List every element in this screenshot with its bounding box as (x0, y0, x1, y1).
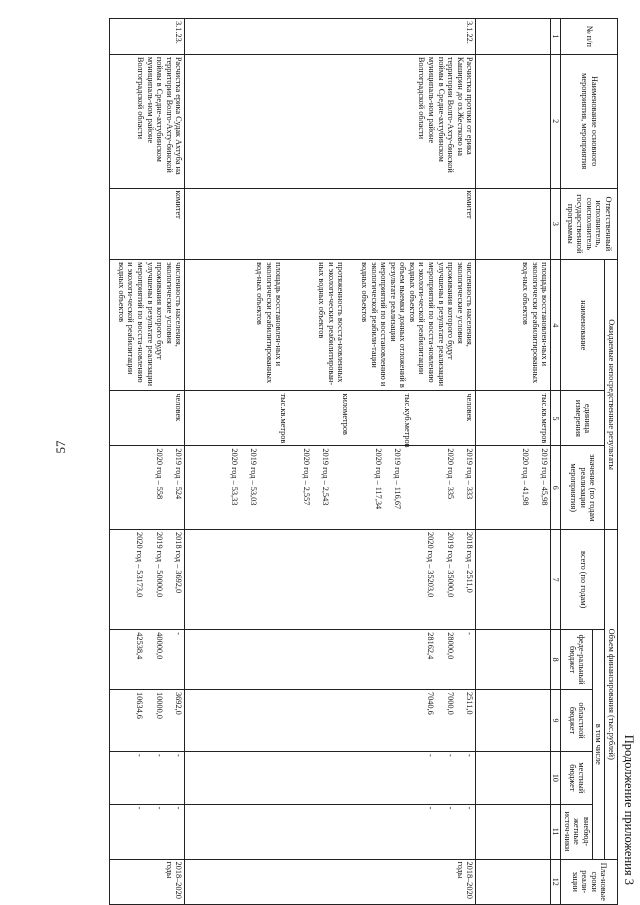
period: 2018–2020 годы (185, 859, 476, 904)
regional-value: 2511,0 (465, 691, 475, 715)
local-value: - (445, 754, 455, 757)
local-cell (185, 752, 476, 805)
result-value: 2019 год – 2,543 (321, 448, 331, 506)
federal-value: - (465, 632, 475, 636)
result-units-cell (476, 391, 551, 446)
result-name: объем выемки донных отложений в результате реализации мероприятий по восстановлению и экологической реабили-тации водных объектов (360, 262, 408, 388)
result-value-block (340, 448, 402, 527)
result-unit: человек (465, 393, 475, 422)
header-res-unit: единица измерения (561, 391, 605, 446)
total-value: 2019 год – 50000,0 (154, 532, 164, 598)
column-number: 2 (551, 54, 561, 188)
result-name: протяженность восста-новленных и экологи-ческих реабилитирован-ных водных объектов (317, 262, 346, 386)
result-name: площадь восстановлен-ных и экологически реабилитированных вод-ных объектов (255, 262, 284, 384)
result-values-cell (185, 446, 476, 530)
total-cell (476, 530, 551, 630)
result-value-block (268, 448, 330, 527)
header-local: местный бюджет (561, 752, 593, 805)
federal-cell (110, 630, 185, 690)
result-name: численность населения, экологические условия проживания которого будут улучшены в результате реализации мероприятий по восста-новлению и экологи-ческой реабилитации водных объектов (407, 262, 475, 387)
column-number-row (551, 19, 561, 905)
column-number: 12 (551, 859, 561, 904)
regional-cell (185, 689, 476, 751)
table-row (185, 19, 476, 905)
column-number: 10 (551, 752, 561, 805)
result-value: 2019 год – 524 (174, 448, 184, 500)
header-incl: в том числе (592, 630, 605, 859)
extra-cell (185, 804, 476, 859)
table-row (476, 19, 551, 905)
header-executor: Ответственный исполнитель, соисполнитель государственной программы (561, 188, 618, 260)
executor (476, 188, 551, 260)
result-unit: тыс.куб.метров (403, 393, 413, 448)
extra-cell (476, 804, 551, 859)
extra-value: - (174, 806, 184, 810)
column-number: 1 (551, 19, 561, 55)
header-results-group: Ожидаемые непосредственные результаты (605, 260, 618, 530)
regional-value: 3692,0 (174, 691, 184, 715)
result-values-cell (476, 446, 551, 530)
total-value: 2018 год – 2511,0 (465, 532, 475, 593)
total-cell (185, 530, 476, 630)
header-num: № п/п (561, 19, 618, 55)
header-funding-group: Объем финансирования (тыс.рублей) (605, 530, 618, 860)
result-value: 2020 год – 558 (154, 448, 164, 500)
row-number (476, 19, 551, 55)
local-value: - (174, 754, 184, 757)
result-unit: тыс.кв.метров (279, 393, 289, 444)
regional-cell (476, 689, 551, 751)
result-value-block (412, 448, 474, 527)
federal-value: 40000,0 (154, 632, 164, 660)
header-federal: феде-ральный бюджет (561, 630, 593, 690)
federal-value: 28162,4 (426, 632, 436, 660)
period (476, 859, 551, 904)
header-extra: внебюд-жетные источ-ники (561, 804, 593, 859)
column-number: 7 (551, 530, 561, 630)
header-res-value: значение (по годам реализации мероприятия) (561, 446, 605, 530)
local-value: - (426, 754, 436, 757)
extra-value: - (135, 806, 145, 810)
result-name: площадь восстановлен-ных и экологически реабилитированных вод-ных объектов (521, 262, 550, 384)
header-total: всего (по годам) (561, 530, 605, 630)
column-number: 3 (551, 188, 561, 260)
result-names-cell (185, 260, 476, 391)
regional-value: 10000,0 (154, 691, 164, 719)
local-value: - (465, 754, 475, 757)
result-value: 2019 год – 45,98 (540, 448, 550, 506)
regional-value: 10634,6 (135, 691, 145, 719)
header-res-name: наименование (561, 260, 605, 391)
result-unit: тыс.кв.метров (540, 393, 550, 444)
continuation-title: Продолжение приложения 3 (622, 734, 636, 885)
federal-cell (185, 630, 476, 690)
result-value: 2020 год – 53,33 (229, 448, 239, 506)
column-number: 8 (551, 630, 561, 690)
local-cell (476, 752, 551, 805)
federal-cell (476, 630, 551, 690)
header-name: Наименование основного мероприятия, мероприятия (561, 54, 618, 188)
row-number: 3.1.23. (110, 19, 185, 55)
extra-cell (110, 804, 185, 859)
extra-value: - (426, 806, 436, 810)
page-number: 57 (53, 440, 68, 454)
total-value: 2020 год – 35203,0 (426, 532, 436, 598)
total-cell (110, 530, 185, 630)
column-number: 5 (551, 391, 561, 446)
result-value: 2019 год – 333 (465, 448, 475, 500)
measure-name (476, 54, 551, 188)
local-value: - (135, 754, 145, 757)
result-unit: человек (174, 393, 184, 422)
extra-value: - (154, 806, 164, 810)
column-number: 4 (551, 260, 561, 391)
measure-name: Расчистка ерика Судак Ахтуба на территории Волго-Ахту-бинской поймы в Средне-ахтубинском муниципаль-ном районе Волгоградской области (110, 54, 185, 188)
row-number: 3.1.22. (185, 19, 476, 55)
result-value-block (487, 448, 549, 527)
column-number: 9 (551, 689, 561, 751)
result-value-block (196, 448, 258, 527)
result-units-cell (110, 391, 185, 446)
column-number: 11 (551, 804, 561, 859)
executor: комитет (110, 188, 185, 260)
program-table (109, 18, 618, 905)
local-value: - (154, 754, 164, 757)
result-value: 2019 год – 116,67 (393, 448, 403, 510)
extra-value: - (465, 806, 475, 810)
header-period: Пла-новые сроки реали-зации (561, 859, 618, 904)
table-row (110, 19, 185, 905)
result-value: 2020 год – 2,557 (301, 448, 311, 506)
result-value: 2019 год – 53,03 (249, 448, 259, 506)
result-values-cell (110, 446, 185, 530)
header-regional: областной бюджет (561, 689, 593, 751)
measure-name: Расчистка протоки от ерика Каширин до оз.Жестково на территории Волго-Ахту-бинской поймы в Средне-ахтубинском муниципаль-ном районе Волгоградской области (185, 54, 476, 188)
regional-cell (110, 689, 185, 751)
federal-value: 42538,4 (135, 632, 145, 660)
result-units-cell (185, 391, 476, 446)
result-names-cell (110, 260, 185, 391)
total-value: 2019 год – 35000,0 (445, 532, 455, 598)
result-value: 2020 год – 335 (445, 448, 455, 500)
total-value: 2018 год – 3692,0 (174, 532, 184, 594)
local-cell (110, 752, 185, 805)
period: 2018–2020 годы (110, 859, 185, 904)
extra-value: - (445, 806, 455, 810)
federal-value: 28000,0 (445, 632, 455, 660)
result-unit: километров (341, 393, 351, 435)
result-names-cell (476, 260, 551, 391)
regional-value: 7000,0 (445, 691, 455, 715)
result-value: 2020 год – 117,34 (373, 448, 383, 510)
regional-value: 7040,6 (426, 691, 436, 715)
federal-value: - (174, 632, 184, 636)
result-name: численность населения, экологические условия проживания которого будут улучшены в результате реализации мероприятий по восста-новлению и экологи-ческой реабилитации водных объектов (116, 262, 184, 387)
result-value: 2020 год – 41,98 (520, 448, 530, 506)
executor: комитет (185, 188, 476, 260)
total-value: 2020 год – 53173,0 (135, 532, 145, 598)
column-number: 6 (551, 446, 561, 530)
result-value-block (121, 448, 183, 527)
